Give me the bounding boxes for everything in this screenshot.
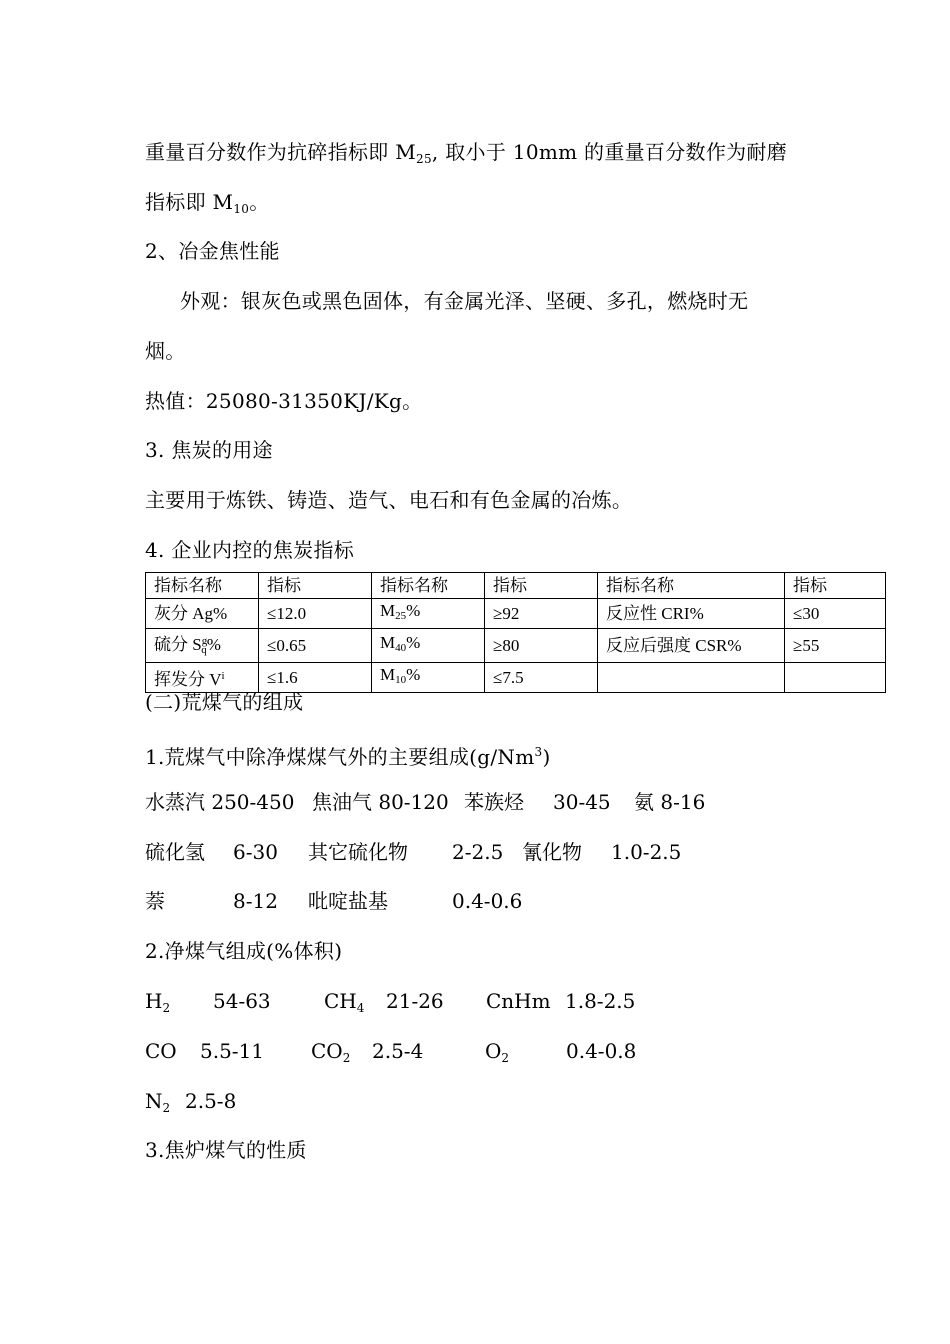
- table-cell: ≤1.6: [259, 663, 372, 693]
- component-name: 其它硫化物: [308, 840, 408, 864]
- component-name: [324, 988, 364, 1021]
- text-run: M: [380, 665, 396, 684]
- table-header-cell: 指标名称: [598, 573, 785, 599]
- table-cell: [146, 663, 259, 693]
- text-run: H: [145, 989, 163, 1013]
- subscript: 4: [356, 1001, 365, 1015]
- component-value: 0.4-0.8: [566, 1039, 637, 1063]
- table-header-cell: 指标: [485, 573, 598, 599]
- text-run: CH: [324, 989, 357, 1013]
- text-run: 指标即 M: [145, 190, 234, 214]
- table-cell: 反应性 CRI%: [598, 599, 785, 629]
- table-header-cell: 指标: [259, 573, 372, 599]
- text-run: %: [406, 601, 421, 620]
- heading-clean-gas: 2.净煤气组成(%体积): [145, 939, 343, 963]
- subscript: 10: [233, 202, 250, 216]
- subscript: 2: [162, 1001, 171, 1015]
- table-header-cell: 指标名称: [372, 573, 485, 599]
- table-cell: ≥55: [785, 629, 886, 663]
- text-run: %: [406, 665, 421, 684]
- component-value: 21-26: [386, 989, 444, 1013]
- superscript: g: [201, 635, 208, 647]
- component-value: 2-2.5: [452, 840, 504, 864]
- component-name: 苯族烃: [464, 790, 524, 814]
- heading-internal-indicators: 4. 企业内控的焦炭指标: [145, 538, 355, 562]
- superscript: 3: [534, 745, 543, 759]
- text-run: M: [380, 601, 396, 620]
- text-run: 硫分 S: [154, 635, 202, 654]
- table-row: [146, 629, 886, 663]
- table-cell: ≥92: [485, 599, 598, 629]
- subscript: 2: [501, 1051, 510, 1065]
- text-run: 。: [249, 190, 270, 214]
- component-value: 2.5-8: [185, 1089, 237, 1113]
- subscript: 25: [416, 152, 432, 166]
- component-value: 水蒸汽 250-450: [145, 790, 295, 814]
- subscript: q: [201, 644, 207, 656]
- heading-crude-gas: (二)荒煤气的组成: [145, 690, 304, 714]
- paragraph-appearance-2: 烟。: [145, 339, 186, 363]
- text-run: 挥发分 V: [154, 669, 222, 689]
- heading-coke-usage: 3. 焦炭的用途: [145, 438, 273, 462]
- table-cell: ≤7.5: [485, 663, 598, 693]
- component-name: [145, 988, 170, 1021]
- table-cell: [372, 599, 485, 629]
- component-value: 30-45: [553, 790, 611, 814]
- table-cell: [598, 663, 785, 693]
- text-run: M: [380, 633, 396, 652]
- paragraph-abrasion-2: [145, 189, 270, 222]
- text-run: ): [542, 745, 551, 769]
- paragraph-appearance-1: 外观：银灰色或黑色固体，有金属光泽、坚硬、多孔，燃烧时无: [180, 289, 749, 313]
- subscript: 10: [395, 674, 407, 686]
- paragraph-heat-value: 热值：25080-31350KJ/Kg。: [145, 389, 423, 413]
- component-name: CnHm: [486, 989, 551, 1013]
- component-name: [485, 1038, 509, 1071]
- clean-gas-row: [0, 988, 950, 1014]
- table-cell: ≤0.65: [259, 629, 372, 663]
- table-cell: 灰分 Ag%: [146, 599, 259, 629]
- text-run: %: [406, 633, 421, 652]
- table-cell: [785, 663, 886, 693]
- component-name: 氰化物: [522, 840, 582, 864]
- component-name: 硫化氢: [145, 840, 205, 864]
- superscript: i: [221, 669, 225, 682]
- component-name: [145, 1088, 170, 1121]
- component-value: 1.8-2.5: [565, 989, 636, 1013]
- subscript: 40: [395, 642, 407, 654]
- table-row: [146, 663, 886, 693]
- subscript: 2: [162, 1101, 171, 1115]
- clean-gas-row: [0, 1088, 950, 1114]
- paragraph-abrasion-1: [145, 139, 787, 172]
- text-run: N: [145, 1089, 163, 1113]
- component-name: CO: [145, 1039, 177, 1063]
- table-header-cell: 指标名称: [146, 573, 259, 599]
- heading-coke-oven-gas-properties: 3.焦炉煤气的性质: [145, 1138, 307, 1162]
- table-header-row: [146, 573, 886, 599]
- text-run: O: [485, 1039, 502, 1063]
- table-cell: [372, 663, 485, 693]
- table-cell: ≥80: [485, 629, 598, 663]
- component-value: 1.0-2.5: [611, 840, 682, 864]
- text-run: 重量百分数作为抗碎指标即 M: [145, 140, 417, 164]
- component-value: 2.5-4: [372, 1039, 424, 1063]
- component-value: 0.4-0.6: [452, 889, 523, 913]
- crude-gas-row: [0, 839, 950, 865]
- component-value: 54-63: [213, 989, 271, 1013]
- subscript: 25: [395, 610, 407, 622]
- text-run: CO: [311, 1039, 343, 1063]
- component-value: 氨 8-16: [634, 790, 706, 814]
- component-value: 焦油气 80-120: [312, 790, 449, 814]
- text-run: , 取小于 10mm 的重量百分数作为耐磨: [431, 140, 788, 164]
- table-cell: 反应后强度 CSR%: [598, 629, 785, 663]
- table-header-cell: 指标: [785, 573, 886, 599]
- table-cell: ≤12.0: [259, 599, 372, 629]
- table-cell: ≤30: [785, 599, 886, 629]
- subscript: 2: [342, 1051, 351, 1065]
- component-name: 萘: [145, 889, 165, 913]
- heading-metallurgical-coke: 2、冶金焦性能: [145, 239, 280, 263]
- table-cell: [146, 629, 259, 663]
- component-name: [311, 1038, 350, 1071]
- table-row: [146, 599, 886, 629]
- component-value: 8-12: [233, 889, 278, 913]
- table-cell: [372, 629, 485, 663]
- heading-crude-gas-components: [145, 739, 551, 770]
- component-value: 5.5-11: [200, 1039, 265, 1063]
- paragraph-usage: 主要用于炼铁、铸造、造气、电石和有色金属的冶炼。: [145, 488, 633, 512]
- component-name: 吡啶盐基: [308, 889, 388, 913]
- coke-indicator-table: [145, 572, 886, 693]
- clean-gas-row: [0, 1038, 950, 1064]
- crude-gas-row: [0, 789, 950, 815]
- text-run: %: [206, 635, 221, 654]
- component-value: 6-30: [233, 840, 278, 864]
- text-run: 1.荒煤气中除净煤煤气外的主要组成(g/Nm: [145, 745, 535, 769]
- crude-gas-row: [0, 888, 950, 914]
